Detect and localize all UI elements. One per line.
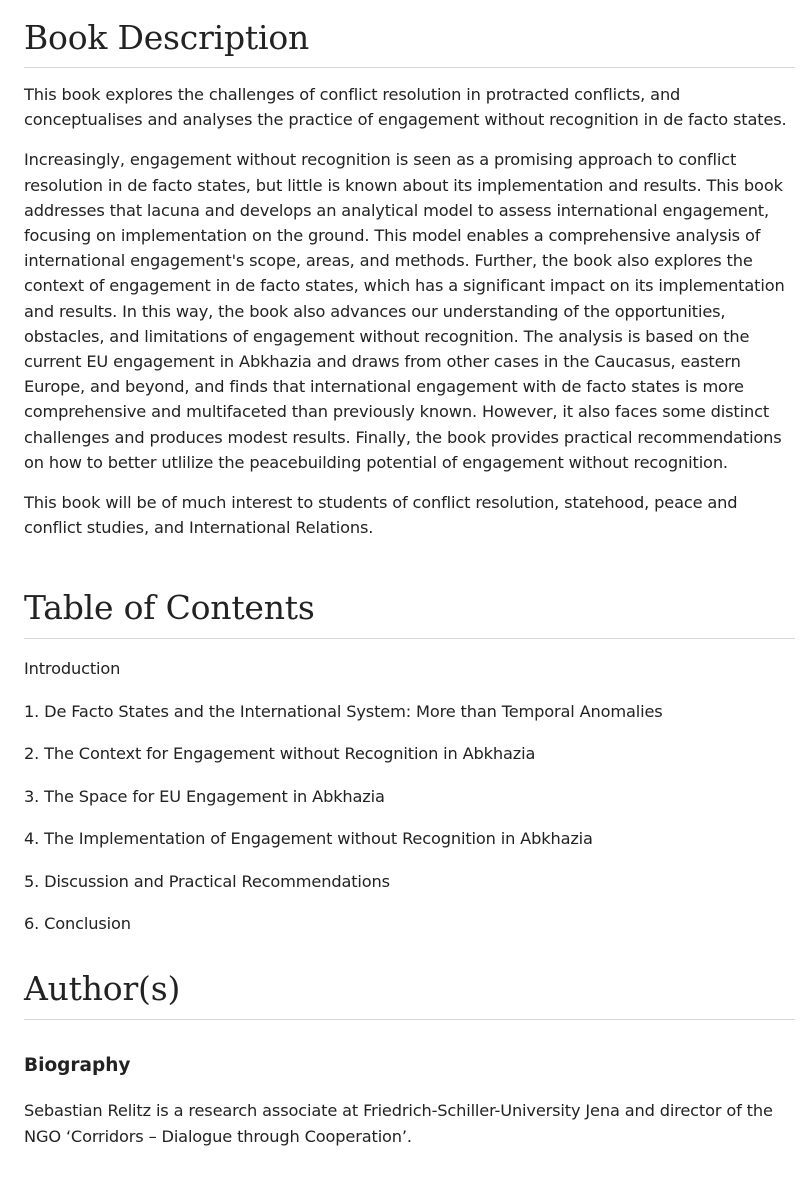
book-description-heading: Book Description bbox=[24, 18, 310, 57]
authors-section bbox=[24, 969, 795, 1148]
toc-item-chapter-4: 4. The Implementation of Engagement without Recognition in Abkhazia bbox=[24, 829, 593, 849]
biography-heading: Biography bbox=[24, 1055, 131, 1077]
table-of-contents-divider bbox=[24, 638, 795, 639]
toc-item-chapter-3: 3. The Space for EU Engagement in Abkhazia bbox=[24, 786, 385, 806]
book-description-section bbox=[24, 0, 795, 540]
toc-item-introduction: Introduction bbox=[24, 659, 121, 679]
authors-divider bbox=[24, 1019, 795, 1020]
description-paragraph-2: Increasingly, engagement without recognition is seen as a promising approach to conflict resolution in de facto states, but little is known about its implementation and results. This book addresses that lacuna and develops an analytical model to assess international engagement, focusing on implementation on the ground. This model enables a comprehensive analysis of international engagement's scope, areas, and methods. Further, the book also explores the context of engagement in de facto states, which has a significant impact on its implementation and results. In this way, the book also advances our understanding of the opportunities, obstacles, and limitations of engagement without recognition. The analysis is based on the current EU engagement in Abkhazia and draws from other cases in the Caucasus, eastern Europe, and beyond, and finds that international engagement with de facto states is more comprehensive and multifaceted than previously known. However, it also faces some distinct challenges and produces modest results. Finally, the book provides practical recommendations on how to better utlilize the peacebuilding potential of engagement without recognition. bbox=[24, 150, 785, 472]
authors-heading: Author(s) bbox=[24, 969, 181, 1009]
biography-text: Sebastian Relitz is a research associate at Friedrich-Schiller-University Jena and director of the NGO ‘Corridors – Dialogue through Cooperation’. bbox=[24, 1101, 773, 1146]
book-description-divider bbox=[24, 67, 795, 68]
description-paragraph-3: This book will be of much interest to students of conflict resolution, statehood, peace and conflict studies, and International Relations. bbox=[24, 493, 738, 538]
toc-item-chapter-6: 6. Conclusion bbox=[24, 914, 131, 934]
toc-item-chapter-1: 1. De Facto States and the International System: More than Temporal Anomalies bbox=[24, 701, 663, 721]
toc-item-chapter-2: 2. The Context for Engagement without Recognition in Abkhazia bbox=[24, 744, 536, 764]
toc-item-chapter-5: 5. Discussion and Practical Recommendations bbox=[24, 871, 390, 891]
toc-list bbox=[24, 658, 795, 935]
table-of-contents-heading: Table of Contents bbox=[24, 588, 315, 628]
description-paragraph-1: This book explores the challenges of conflict resolution in protracted conflicts, and conceptualises and analyses the practice of engagement without recognition in de facto states. bbox=[24, 85, 787, 130]
table-of-contents-section bbox=[24, 588, 795, 935]
